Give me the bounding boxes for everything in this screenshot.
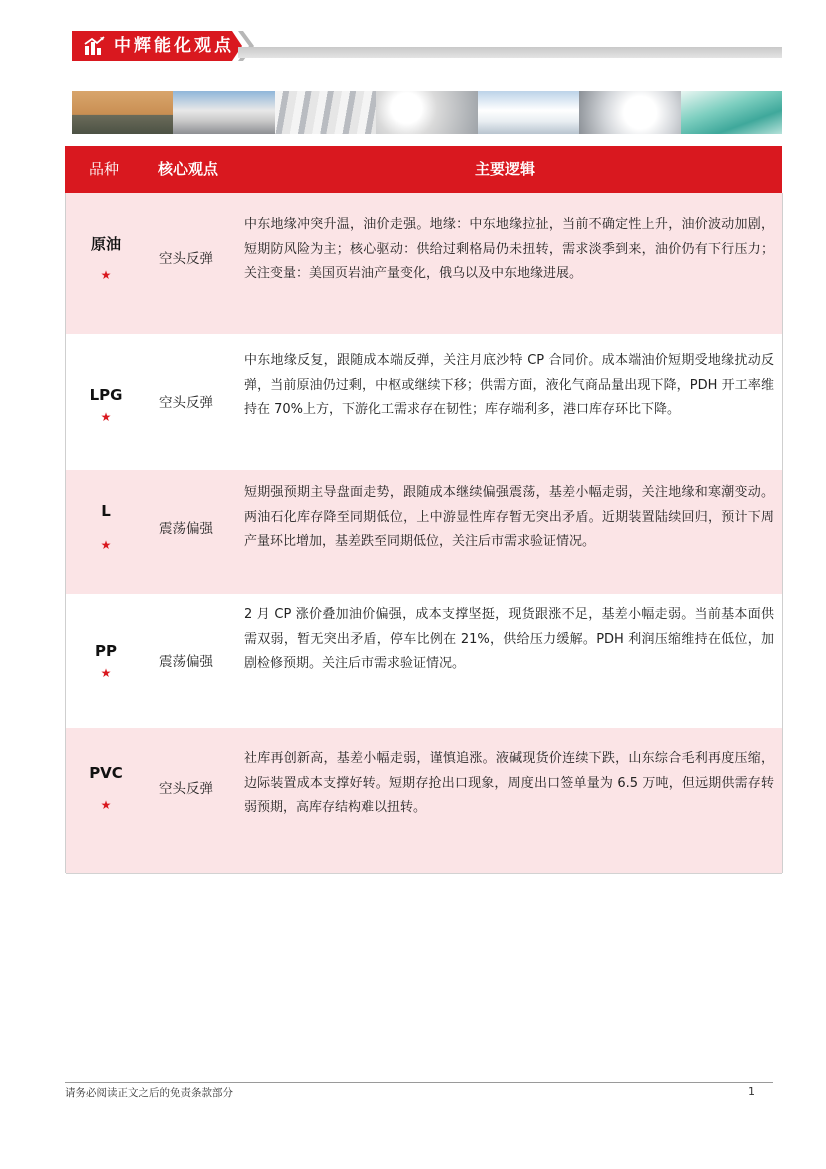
main-logic: 2 月 CP 涨价叠加油价偏强，成本支撑坚挺，现货跟涨不足，基差小幅走弱。当前基本面供需双弱，暂无突出矛盾，停车比例在 21%，供给压力缓解。PDH 利润压缩维持在低位，加剧检修预期。关注后市需求验证情况。 bbox=[244, 607, 774, 671]
main-logic: 中东地缘反复，跟随成本端反弹，关注月底沙特 CP 合同价。成本端油价短期受地缘扰动反弹，当前原油仍过剩，中枢或继续下移；供需方面，液化气商品量出现下降，PDH 开工率维持在 70%上方，下游化工需求存在韧性；库存端利多，港口库存环比下降。 bbox=[244, 353, 774, 417]
view-table bbox=[65, 193, 783, 873]
bar-chart-icon bbox=[84, 36, 106, 56]
footer-rule bbox=[65, 1082, 773, 1083]
variety-name: PP bbox=[95, 642, 117, 660]
core-view: 空头反弹 bbox=[159, 251, 213, 267]
plastic-pellets-image bbox=[376, 91, 477, 134]
table-row bbox=[66, 334, 782, 471]
star-icon: ★ bbox=[100, 798, 112, 812]
table-row bbox=[66, 193, 782, 335]
variety-name: L bbox=[101, 502, 111, 520]
chemical-container-image bbox=[478, 91, 579, 134]
star-icon: ★ bbox=[100, 666, 112, 680]
star-icon: ★ bbox=[100, 410, 112, 424]
page-title: 中辉能化观点 bbox=[114, 36, 234, 56]
main-logic: 中东地缘冲突升温，油价走强。地缘：中东地缘拉扯，当前不确定性上升，油价波动加剧，短期防风险为主；核心驱动：供给过剩格局仍未扭转，需求淡季到来，油价仍有下行压力；关注变量：美国页岩油产量变化，俄乌以及中东地缘进展。 bbox=[244, 217, 774, 281]
granules-image bbox=[579, 91, 680, 134]
lpg-tank-image bbox=[173, 91, 274, 134]
main-logic: 短期强预期主导盘面走势，跟随成本继续偏强震荡，基差小幅走弱，关注地缘和寒潮变动。两油石化库存降至同期低位，上中游显性库存暂无突出矛盾。近期装置陆续回归，预计下周产量环比增加，基差跌至同期低位，关注后市需求验证情况。 bbox=[244, 485, 774, 549]
header-core-view: 核心观点 bbox=[158, 160, 219, 178]
variety-name: 原油 bbox=[90, 235, 121, 253]
core-view: 空头反弹 bbox=[159, 781, 213, 797]
table-header bbox=[65, 146, 782, 193]
table-row bbox=[66, 594, 782, 729]
product-banner bbox=[72, 91, 782, 134]
header-rule bbox=[238, 47, 782, 58]
star-icon: ★ bbox=[100, 538, 112, 552]
core-view: 震荡偏强 bbox=[159, 521, 213, 537]
pvc-pipes-image bbox=[275, 91, 376, 134]
star-icon: ★ bbox=[100, 268, 112, 282]
header-main-logic: 主要逻辑 bbox=[475, 160, 536, 178]
glass-sheets-image bbox=[681, 91, 782, 134]
oil-pump-image bbox=[72, 91, 173, 134]
header-variety: 品种 bbox=[89, 160, 120, 178]
core-view: 空头反弹 bbox=[159, 395, 213, 411]
variety-name: LPG bbox=[89, 386, 123, 404]
table-row bbox=[66, 728, 782, 874]
core-view: 震荡偏强 bbox=[159, 654, 213, 670]
footer-disclaimer: 请务必阅读正文之后的免责条款部分 bbox=[65, 1087, 233, 1099]
main-logic: 社库再创新高，基差小幅走弱，谨慎追涨。液碱现货价连续下跌，山东综合毛利再度压缩，边际装置成本支撑好转。短期存抢出口现象，周度出口签单量为 6.5 万吨，但远期供需存转弱预期，高库存结构难以扭转。 bbox=[244, 751, 774, 815]
page-number: 1 bbox=[748, 1085, 755, 1098]
table-row bbox=[66, 470, 782, 595]
variety-name: PVC bbox=[89, 764, 123, 782]
